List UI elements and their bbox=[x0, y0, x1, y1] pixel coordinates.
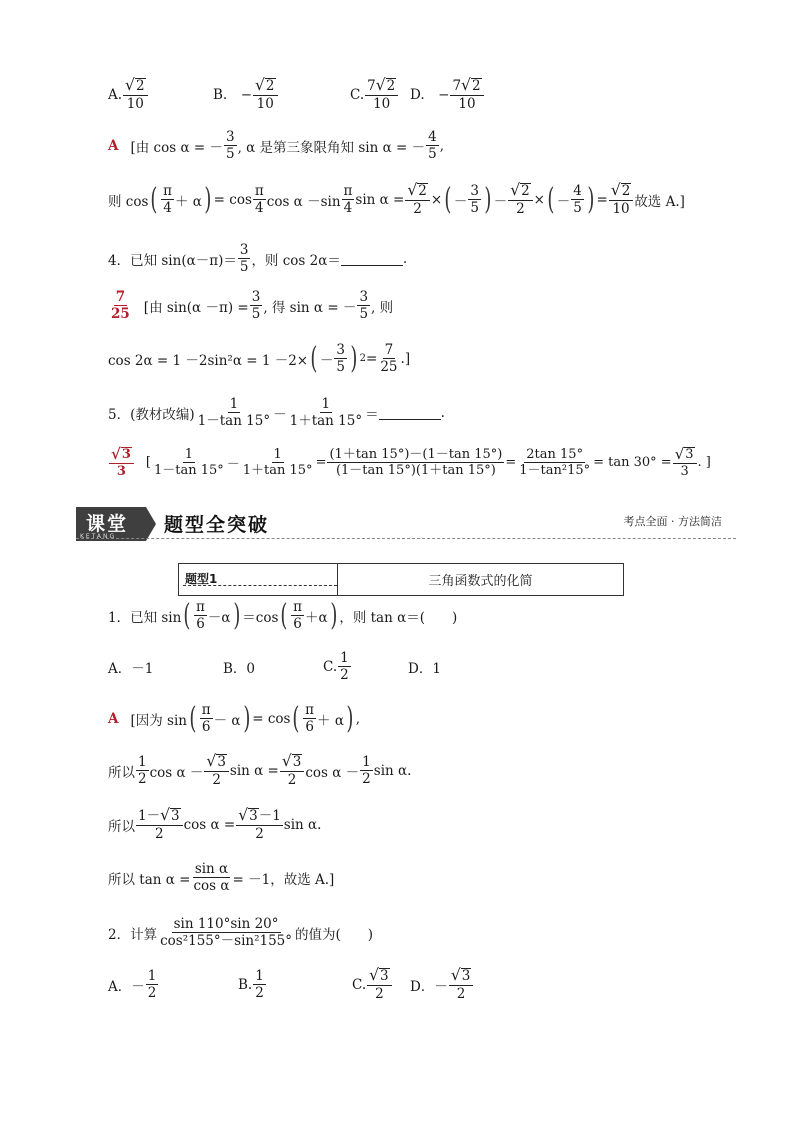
fraction: $\frac{7}{25}$ bbox=[380, 342, 398, 376]
fraction: 3 5 bbox=[336, 342, 345, 376]
q4-work: cos 2α = 1 －2sin²α = 1 －2× ( － 3 5 ) 2 = $\frac{7}{25}$ .] bbox=[108, 340, 411, 376]
answer-letter: A bbox=[108, 710, 119, 727]
option-b: B. 1 2 bbox=[238, 967, 264, 1001]
section-title: 题型全突破 bbox=[164, 514, 270, 536]
answer-blank bbox=[341, 251, 403, 266]
fraction: 3 5 bbox=[239, 242, 249, 276]
fraction: √ 3 －1 2 bbox=[238, 806, 281, 842]
fraction: 1 2 bbox=[138, 753, 147, 787]
type-label: 题型1 bbox=[185, 572, 218, 586]
fraction: √ 3 2 bbox=[367, 968, 391, 1001]
answer-blank bbox=[379, 405, 441, 420]
option-a: A. √ 2 10 bbox=[108, 78, 213, 111]
answer-value: 7 25 bbox=[111, 289, 130, 323]
question-5: 5．(教材改编) 1 1－tan 15° － 1 1＋tan 15° ＝ . bbox=[108, 396, 445, 430]
fraction: √ 3 2 bbox=[204, 754, 228, 787]
fraction: √ 2 2 bbox=[405, 183, 429, 216]
fraction: √ 2 10 bbox=[609, 183, 633, 216]
fraction: √ 3 2 bbox=[449, 968, 473, 1001]
fraction: 1 2 bbox=[255, 967, 264, 1001]
option-c: C. 1 2 bbox=[323, 650, 349, 684]
q3-work: 则 cos ( π 4 ＋ α ) = cos π 4 cos α －sin π 4 sin α = √ 2 2 × ( － 3 5 ) － √ 2 2 × ( － 4 5 ) = √ 2 10 故选 A.] bbox=[108, 181, 685, 217]
type-title: 三角函数式的化简 bbox=[428, 574, 533, 589]
fraction: 1 2 bbox=[362, 753, 371, 787]
problem-1-step-1: 所以 1 2 cos α － √ 3 2 sin α = √ 3 2 cos α － 1 2 sin α. bbox=[108, 752, 412, 788]
section-ribbon: 课堂 KETANG bbox=[76, 507, 146, 541]
fraction: sin 110°sin 20° cos²155°－sin²155° bbox=[160, 916, 293, 950]
fraction: $\frac{(1+\tan 15^\circ)-(1-\tan 15^\circ)}{(1-\tan 15^\circ)(1+\tan 15^\circ)}$ bbox=[329, 446, 503, 479]
fraction: $\frac{3}{5}$ bbox=[251, 289, 261, 323]
fraction: π 4 bbox=[343, 182, 353, 216]
fraction: 1 1＋tan 15° bbox=[289, 396, 363, 430]
fraction: 1 1－tan 15° bbox=[153, 446, 224, 479]
fraction: π 6 bbox=[293, 599, 302, 633]
fraction: 1 2 bbox=[340, 650, 349, 684]
fraction: 7 √ 2 10 bbox=[450, 78, 483, 111]
fraction: 1－ √ 3 2 bbox=[136, 808, 183, 841]
question-4: 4．已知 sin(α－π)＝ 3 5 ，则 cos 2α＝ . bbox=[108, 242, 408, 276]
type-header-box bbox=[178, 563, 624, 596]
fraction: π 4 bbox=[254, 182, 264, 216]
option-d: D．－ √ 3 2 bbox=[410, 968, 474, 1001]
answer-value: √ 3 3 bbox=[109, 447, 134, 479]
problem-1-answer: A [因为 sin ( π 6 － α ) = cos ( π 6 ＋ α ) , bbox=[108, 700, 360, 736]
fraction: √ 2 10 bbox=[123, 78, 147, 111]
option-b: B. − √ 2 10 bbox=[213, 78, 350, 111]
fraction: 7 √ 2 10 bbox=[365, 78, 398, 111]
problem-1-step-2: 所以 1－ √ 3 2 cos α = √ 3 －1 2 sin α. bbox=[108, 806, 322, 842]
ribbon-tip bbox=[146, 507, 156, 541]
option-d: D．1 bbox=[408, 660, 441, 677]
fraction: 4 5 bbox=[573, 182, 582, 216]
divider bbox=[183, 585, 337, 586]
q5-answer: √ 3 3 [ 1 1－tan 15° － $\frac{1}{1+\tan 15^\circ}$ = $\frac{(1+\tan 15^\circ)-(1-\tan 15^\circ)}{(1-\tan 15^\circ)(1+\tan 15^\circ)}$ = $\frac{2\tan 15^\circ}{\text{1－tan²15°}}$ = tan 30° = √ 3 3 . ] bbox=[111, 445, 711, 480]
divider bbox=[76, 538, 736, 539]
option-c: C. √ 3 2 bbox=[352, 968, 410, 1001]
option-c: C. 7 √ 2 10 bbox=[350, 78, 410, 111]
fraction: π 6 bbox=[305, 702, 315, 736]
fraction: $\frac{2\tan 15^\circ}{\text{1－tan²15°}}$ bbox=[519, 446, 591, 479]
fraction: 3 5 bbox=[359, 289, 369, 323]
option-a: A．－ 1 2 bbox=[108, 967, 157, 1001]
fraction: 1 1－tan 15° bbox=[197, 396, 271, 430]
fraction: π 4 bbox=[163, 182, 173, 216]
problem-1-options bbox=[108, 651, 754, 682]
fraction: √ 3 3 bbox=[673, 447, 697, 479]
option-b: B．0 bbox=[223, 660, 256, 677]
option-d: D. − 7 √ 2 10 bbox=[410, 78, 485, 111]
fraction: 1 2 bbox=[147, 967, 157, 1001]
fraction: 3 5 bbox=[470, 182, 479, 216]
fraction: √ 3 2 bbox=[280, 754, 304, 787]
answer-letter: A bbox=[108, 137, 119, 154]
problem-1: 1．已知 sin ( π 6 －α ) ＝cos ( π 6 ＋α ) ，则 tan α＝( ) bbox=[108, 597, 458, 633]
problem-2: 2．计算 sin 110°sin 20° cos²155°－sin²155° 的值为( ) bbox=[108, 916, 374, 950]
fraction: $\frac{\text{sin α}}{\text{cos α}}$ bbox=[193, 861, 230, 895]
fraction: √ 2 10 bbox=[253, 78, 277, 111]
q4-answer: 7 25 [由 sin(α －π) = $\frac{3}{5}$ , 得 sin α = － 3 5 , 则 bbox=[111, 289, 394, 323]
section-banner bbox=[76, 507, 736, 541]
problem-1-step-3: 所以 tan α = $\frac{\text{sin α}}{\text{cos α}}$ = －1，故选 A.] bbox=[108, 861, 335, 895]
fraction: 4 5 bbox=[428, 129, 437, 163]
fraction: $\frac{1}{1+\tan 15^\circ}$ bbox=[242, 446, 313, 479]
q3-options bbox=[108, 78, 754, 111]
section-tagline: 考点全面 · 方法简洁 bbox=[623, 515, 722, 528]
fraction: 3 5 bbox=[225, 129, 235, 163]
problem-2-options bbox=[108, 968, 754, 1001]
q3-answer: A [由 cos α = － 3 5 , α 是第三象限角知 sin α = － 4 5 , bbox=[108, 129, 444, 163]
option-a: A．－1 bbox=[108, 660, 154, 677]
fraction: π 6 bbox=[201, 702, 211, 736]
fraction: √ 2 2 bbox=[508, 183, 532, 216]
fraction: π 6 bbox=[196, 599, 205, 633]
